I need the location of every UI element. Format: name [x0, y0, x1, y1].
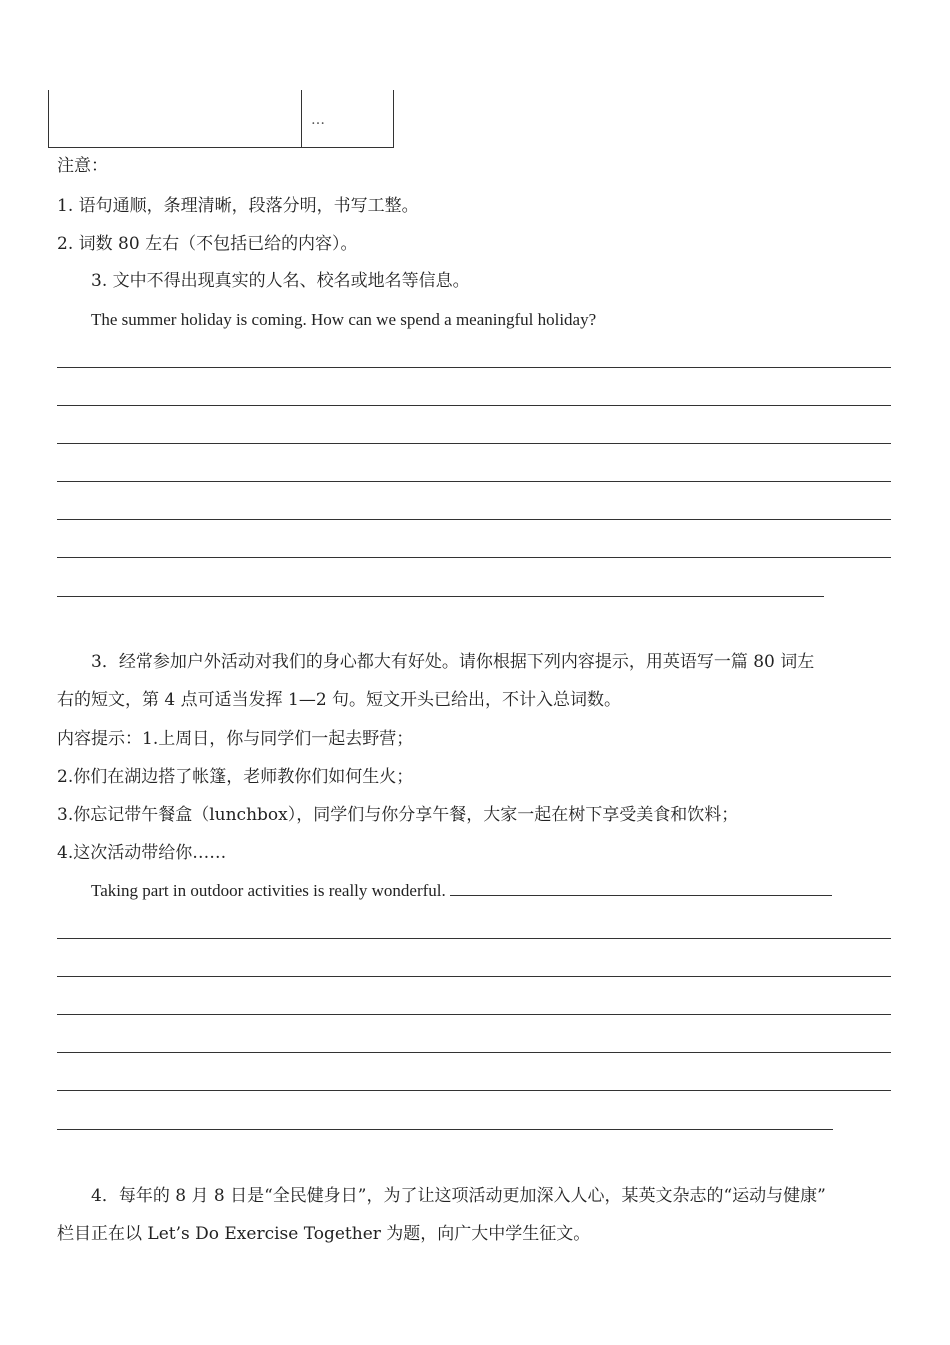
note-item-3: 3. 文中不得出现真实的人名、校名或地名等信息。 — [91, 271, 470, 291]
writing-line[interactable] — [57, 443, 891, 444]
task3-hint-3: 3.你忘记带午餐盒（lunchbox），同学们与你分享午餐，大家一起在树下享受美食和饮料； — [57, 805, 739, 825]
writing-line[interactable] — [57, 557, 891, 558]
essay-opening-sentence: The summer holiday is coming. How can we spend a meaningful holiday? — [91, 310, 597, 329]
task3-hint-1: 内容提示：1.上周日，你与同学们一起去野营； — [57, 729, 414, 749]
task3-intro-line1: 3．经常参加户外活动对我们的身心都大有好处。请你根据下列内容提示，用英语写一篇 80 词左 — [91, 652, 815, 672]
note-item-1: 1. 语句通顺，条理清晰，段落分明，书写工整。 — [57, 196, 419, 216]
task4-intro-line1: 4．每年的 8 月 8 日是“全民健身日”，为了让这项活动更加深入人心，某英文杂志的“运动与健康” — [91, 1186, 826, 1206]
writing-blank[interactable] — [450, 881, 832, 896]
writing-line[interactable] — [57, 1014, 891, 1015]
writing-line[interactable] — [57, 1129, 833, 1130]
writing-line[interactable] — [57, 1090, 891, 1091]
task4-intro-line2: 栏目正在以 Let’s Do Exercise Together 为题，向广大中学生征文。 — [57, 1224, 591, 1244]
note-item-2: 2. 词数 80 左右（不包括已给的内容）。 — [57, 234, 358, 254]
table-cell-ellipsis: … — [311, 112, 325, 128]
task3-opening-sentence: Taking part in outdoor activities is really wonderful. — [91, 881, 446, 900]
writing-line[interactable] — [57, 481, 891, 482]
writing-line[interactable] — [57, 405, 891, 406]
writing-line[interactable] — [57, 938, 891, 939]
table-divider — [301, 90, 302, 147]
task3-hint-4: 4.这次活动带给你…… — [57, 843, 227, 863]
task3-opening-line — [91, 881, 832, 901]
task3-intro-line2: 右的短文，第 4 点可适当发挥 1—2 句。短文开头已给出，不计入总词数。 — [57, 690, 622, 710]
notes-heading: 注意： — [57, 156, 108, 176]
writing-line[interactable] — [57, 367, 891, 368]
writing-line[interactable] — [57, 1052, 891, 1053]
writing-line[interactable] — [57, 519, 891, 520]
outline-table — [48, 90, 394, 148]
task3-hint-2: 2.你们在湖边搭了帐篷，老师教你们如何生火； — [57, 767, 414, 787]
writing-line[interactable] — [57, 596, 824, 597]
writing-line[interactable] — [57, 976, 891, 977]
